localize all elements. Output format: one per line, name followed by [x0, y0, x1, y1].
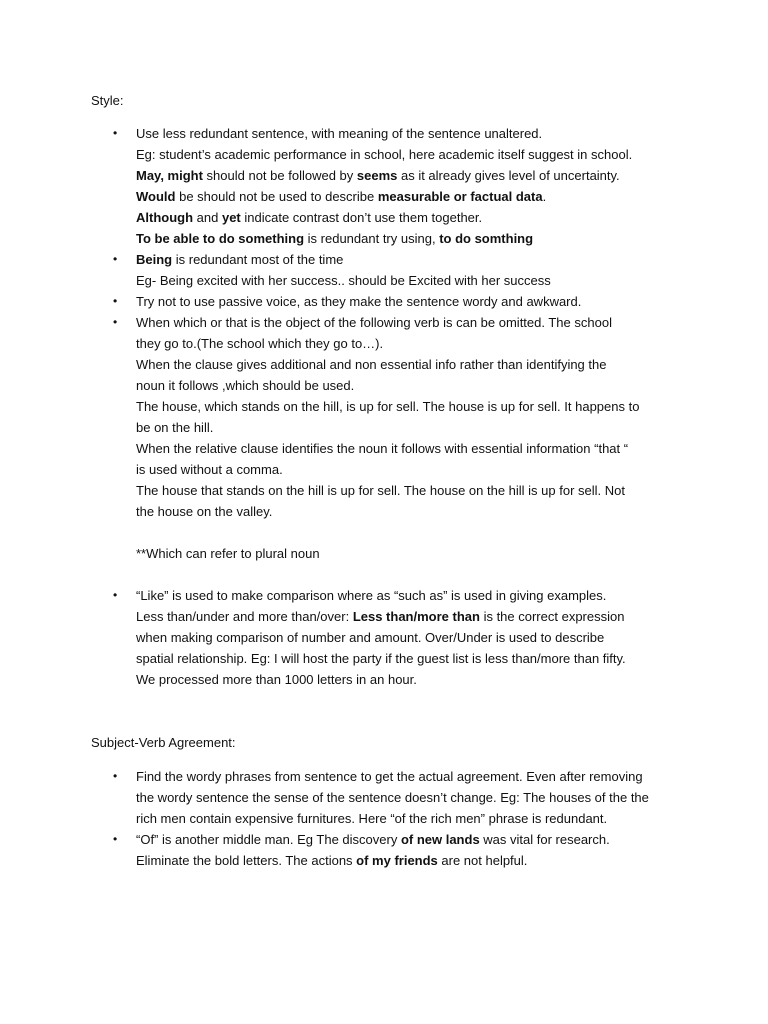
text-line: [136, 291, 728, 312]
bold-text: measurable or factual data: [377, 189, 543, 204]
text-run: when making comparison of number and amount. Over/Under is used to describe: [136, 630, 605, 645]
bold-text: seems: [356, 168, 398, 183]
text-line: [136, 354, 728, 375]
text-line: [136, 459, 728, 480]
text-run: as it already gives level of uncertainty.: [397, 168, 620, 183]
text-line: [136, 829, 728, 850]
text-run: rich men contain expensive furnitures. Here “of the rich men” phrase is redundant.: [136, 811, 608, 826]
text-line: [136, 850, 728, 871]
text-line: [136, 312, 728, 333]
bullet-icon: •: [113, 588, 118, 602]
text-run: the house on the valley.: [136, 504, 273, 519]
text-line: [136, 648, 728, 669]
text-run: is the correct expression: [479, 609, 625, 624]
text-line: [136, 766, 728, 787]
text-run: Eliminate the bold letters. The actions: [136, 853, 357, 868]
list-item: [0, 766, 768, 829]
text-run: be should not be used to describe: [175, 189, 378, 204]
text-line: [136, 165, 728, 186]
text-run: should not be followed by: [202, 168, 357, 183]
bold-text: To be able to do something: [136, 231, 305, 246]
text-run: indicate contrast don’t use them together.: [240, 210, 483, 225]
bold-text: Less than/more than: [352, 609, 480, 624]
text-run: they go to.(The school which they go to…).: [136, 336, 384, 351]
blank-line: [136, 522, 728, 543]
list-item: [0, 585, 768, 690]
text-run: be on the hill.: [136, 420, 214, 435]
blank-line: [136, 564, 728, 585]
text-line: [136, 480, 728, 501]
list-item: [0, 291, 768, 312]
text-run: is redundant try using,: [304, 231, 440, 246]
text-line: [136, 787, 728, 808]
bold-text: Although: [136, 210, 194, 225]
list-item: [0, 249, 768, 291]
text-run: was vital for research.: [479, 832, 610, 847]
text-run: The house, which stands on the hill, is up for sell. The house is up for sell. It happens to: [136, 399, 640, 414]
text-run: and: [193, 210, 222, 225]
style-heading: Style:: [91, 93, 124, 108]
text-line: [136, 669, 728, 690]
text-line: [136, 396, 728, 417]
style-list: [0, 123, 768, 690]
bullet-icon: •: [113, 769, 118, 783]
text-run: the wordy sentence the sense of the sentence doesn’t change. Eg: The houses of the the: [136, 790, 649, 805]
text-line: [136, 585, 728, 606]
text-line: [136, 123, 728, 144]
text-run: We processed more than 1000 letters in an hour.: [136, 672, 417, 687]
bullet-icon: •: [113, 315, 118, 329]
text-run: are not helpful.: [437, 853, 528, 868]
text-run: Try not to use passive voice, as they make the sentence wordy and awkward.: [136, 294, 582, 309]
text-run: .: [542, 189, 547, 204]
text-line: [136, 417, 728, 438]
text-run: When the relative clause identifies the noun it follows with essential information “that “: [136, 441, 629, 456]
text-run: Less than/under and more than/over:: [136, 609, 353, 624]
bullet-icon: •: [113, 126, 118, 140]
text-run: is used without a comma.: [136, 462, 283, 477]
text-run: Eg: student’s academic performance in school, here academic itself suggest in school.: [136, 147, 633, 162]
bold-text: to do somthing: [439, 231, 534, 246]
text-run: Find the wordy phrases from sentence to get the actual agreement. Even after removing: [136, 769, 643, 784]
text-line: [136, 144, 728, 165]
text-run: “Like” is used to make comparison where as “such as” is used in giving examples.: [136, 588, 607, 603]
text-run: spatial relationship. Eg: I will host the party if the guest list is less than/more than fifty.: [136, 651, 626, 666]
bold-text: of my friends: [356, 853, 438, 868]
bold-text: May, might: [136, 168, 203, 183]
text-line: [136, 606, 728, 627]
text-run: is redundant most of the time: [172, 252, 344, 267]
bold-text: Being: [136, 252, 173, 267]
bold-text: Would: [136, 189, 176, 204]
text-line: [136, 270, 728, 291]
text-line: [136, 249, 728, 270]
subject-verb-agreement-heading: Subject-Verb Agreement:: [91, 735, 236, 750]
text-run: The house that stands on the hill is up for sell. The house on the hill is up for sell. Not: [136, 483, 625, 498]
text-line: [136, 228, 728, 249]
text-run: “Of” is another middle man. Eg The discovery: [136, 832, 401, 847]
list-item: [0, 312, 768, 585]
text-line: [136, 627, 728, 648]
text-run: Use less redundant sentence, with meaning of the sentence unaltered.: [136, 126, 543, 141]
text-line: [136, 207, 728, 228]
text-line: [136, 375, 728, 396]
list-item: [0, 829, 768, 871]
text-run: noun it follows ,which should be used.: [136, 378, 355, 393]
text-run: Eg- Being excited with her success.. should be Excited with her success: [136, 273, 551, 288]
text-run: **Which can refer to plural noun: [136, 546, 320, 561]
text-line: [136, 501, 728, 522]
text-line: [136, 186, 728, 207]
sva-list: [0, 766, 768, 871]
text-run: When the clause gives additional and non essential info rather than identifying the: [136, 357, 607, 372]
bullet-icon: •: [113, 294, 118, 308]
text-line: [136, 808, 728, 829]
text-line: [136, 333, 728, 354]
text-run: When which or that is the object of the following verb is can be omitted. The school: [136, 315, 612, 330]
bold-text: yet: [221, 210, 241, 225]
text-line: [136, 543, 728, 564]
bullet-icon: •: [113, 252, 118, 266]
bullet-icon: •: [113, 832, 118, 846]
list-item: [0, 123, 768, 249]
text-line: [136, 438, 728, 459]
bold-text: of new lands: [400, 832, 480, 847]
